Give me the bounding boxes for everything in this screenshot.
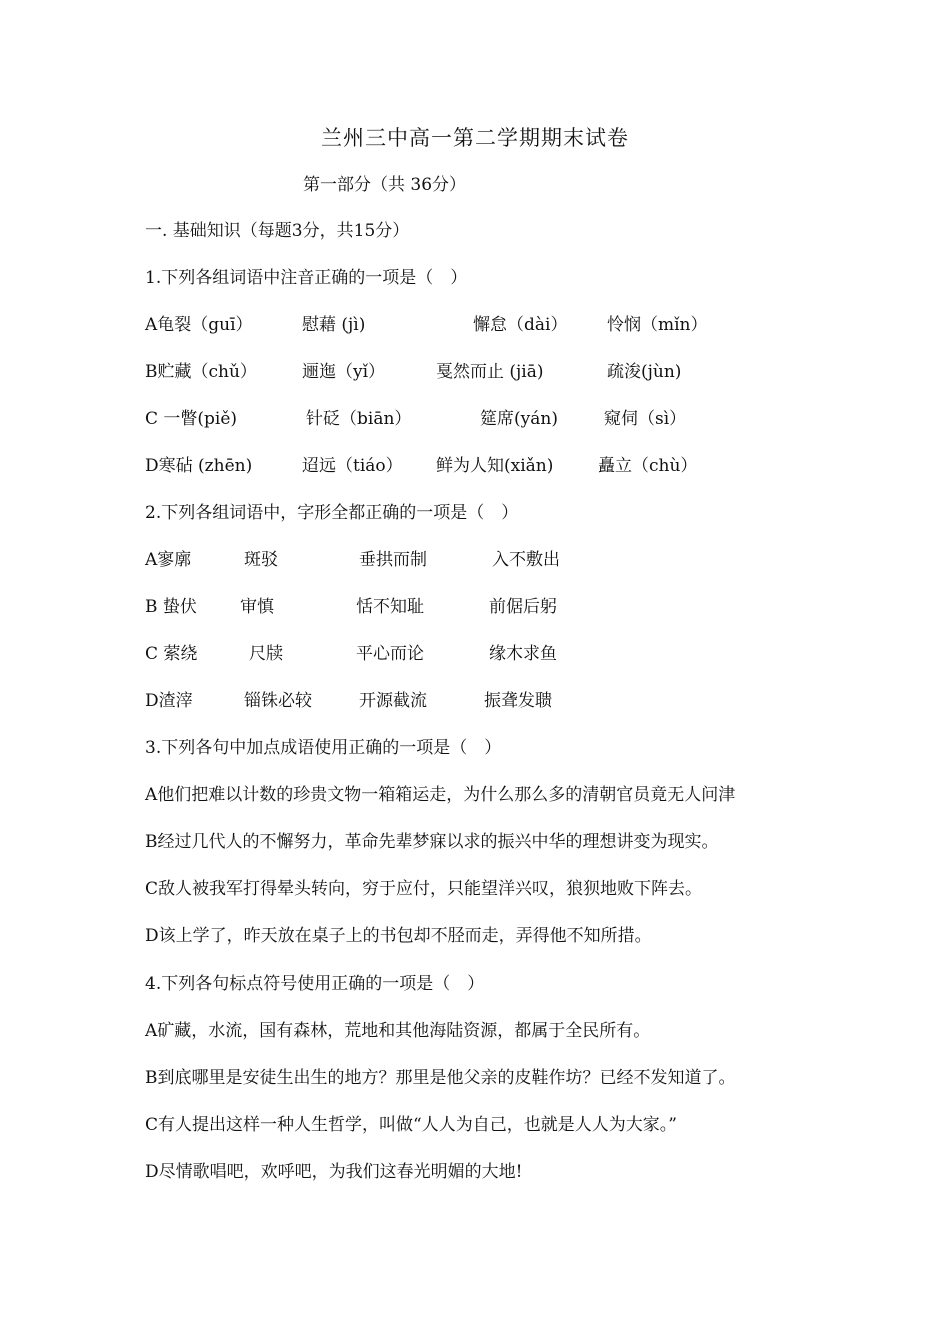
q2-option-d-word-2: 锱铢必较 <box>244 691 312 711</box>
q1-option-d-word-3: 鲜为人知(xiǎn) <box>436 456 554 476</box>
q4-option-c: C有人提出这样一种人生哲学，叫做“人人为自己，也就是人人为大家。” <box>145 1115 677 1135</box>
q4-option-d: D尽情歌唱吧，欢呼吧，为我们这春光明媚的大地! <box>145 1162 523 1182</box>
q2-option-d-word-1: D渣滓 <box>145 691 193 711</box>
q4-option-b: B到底哪里是安徒生出生的地方？那里是他父亲的皮鞋作坊？已经不发知道了。 <box>145 1068 736 1088</box>
q2-option-d-word-4: 振聋发聩 <box>484 691 552 711</box>
q2-option-a-word-2: 斑驳 <box>244 550 278 570</box>
q4-option-a: A矿藏，水流，国有森林，荒地和其他海陆资源，都属于全民所有。 <box>145 1021 651 1041</box>
q1-option-b-word-2: 逦迤（yǐ） <box>302 362 386 382</box>
question-2-stem: 2.下列各组词语中，字形全都正确的一项是（ ） <box>145 503 519 523</box>
q1-option-c-word-1: C 一瞥(piě) <box>145 409 238 429</box>
q1-option-a-word-2: 慰藉 (jì) <box>302 315 366 335</box>
q1-option-a-word-4: 怜悯（mǐn） <box>607 315 708 335</box>
exam-title: 兰州三中高一第二学期期末试卷 <box>321 126 629 150</box>
q1-option-d-word-2: 迢远（tiáo） <box>302 456 403 476</box>
q2-option-c-word-4: 缘木求鱼 <box>489 644 557 664</box>
q2-option-c-word-3: 平心而论 <box>356 644 424 664</box>
q1-option-b-word-1: B贮藏（chǔ） <box>145 362 257 382</box>
q1-option-c-word-4: 窥伺（sì） <box>604 409 687 429</box>
q1-option-c-word-2: 针砭（biān） <box>306 409 412 429</box>
question-4-stem: 4.下列各句标点符号使用正确的一项是（ ） <box>145 974 485 994</box>
q2-option-b-word-3: 恬不知耻 <box>356 597 424 617</box>
q2-option-d-word-3: 开源截流 <box>359 691 427 711</box>
section-heading: 一. 基础知识（每题3分，共15分） <box>145 221 410 241</box>
q3-option-b: B经过几代人的不懈努力，革命先辈梦寐以求的振兴中华的理想讲变为现实。 <box>145 832 719 852</box>
question-3-stem: 3.下列各句中加点成语使用正确的一项是（ ） <box>145 738 502 758</box>
q2-option-c-word-1: C 萦绕 <box>145 644 198 664</box>
q1-option-d-word-4: 矗立（chù） <box>598 456 698 476</box>
q1-option-d-word-1: D寒砧 (zhēn) <box>145 456 253 476</box>
q2-option-b-word-1: B 蛰伏 <box>145 597 197 617</box>
q1-option-b-word-4: 疏浚(jùn) <box>607 362 682 382</box>
question-1-stem: 1.下列各组词语中注音正确的一项是（ ） <box>145 268 468 288</box>
q2-option-a-word-3: 垂拱而制 <box>359 550 427 570</box>
q3-option-a: A他们把难以计数的珍贵文物一箱箱运走，为什么那么多的清朝官员竟无人问津 <box>145 785 736 805</box>
q2-option-a-word-4: 入不敷出 <box>492 550 560 570</box>
q3-option-d: D该上学了，昨天放在桌子上的书包却不胫而走，弄得他不知所措。 <box>145 926 652 946</box>
q1-option-c-word-3: 筵席(yán) <box>480 409 558 429</box>
q2-option-b-word-4: 前倨后躬 <box>489 597 557 617</box>
q2-option-c-word-2: 尺牍 <box>249 644 283 664</box>
q3-option-c: C敌人被我军打得晕头转向，穷于应付，只能望洋兴叹，狼狈地败下阵去。 <box>145 879 703 899</box>
part-heading: 第一部分（共 36分） <box>303 175 467 195</box>
q1-option-a-word-3: 懈怠（dài） <box>473 315 568 335</box>
q1-option-a-word-1: A龟裂（guī） <box>145 315 253 335</box>
q1-option-b-word-3: 戛然而止 (jiā) <box>436 362 544 382</box>
q2-option-a-word-1: A寥廓 <box>145 550 192 570</box>
q2-option-b-word-2: 审慎 <box>240 597 274 617</box>
